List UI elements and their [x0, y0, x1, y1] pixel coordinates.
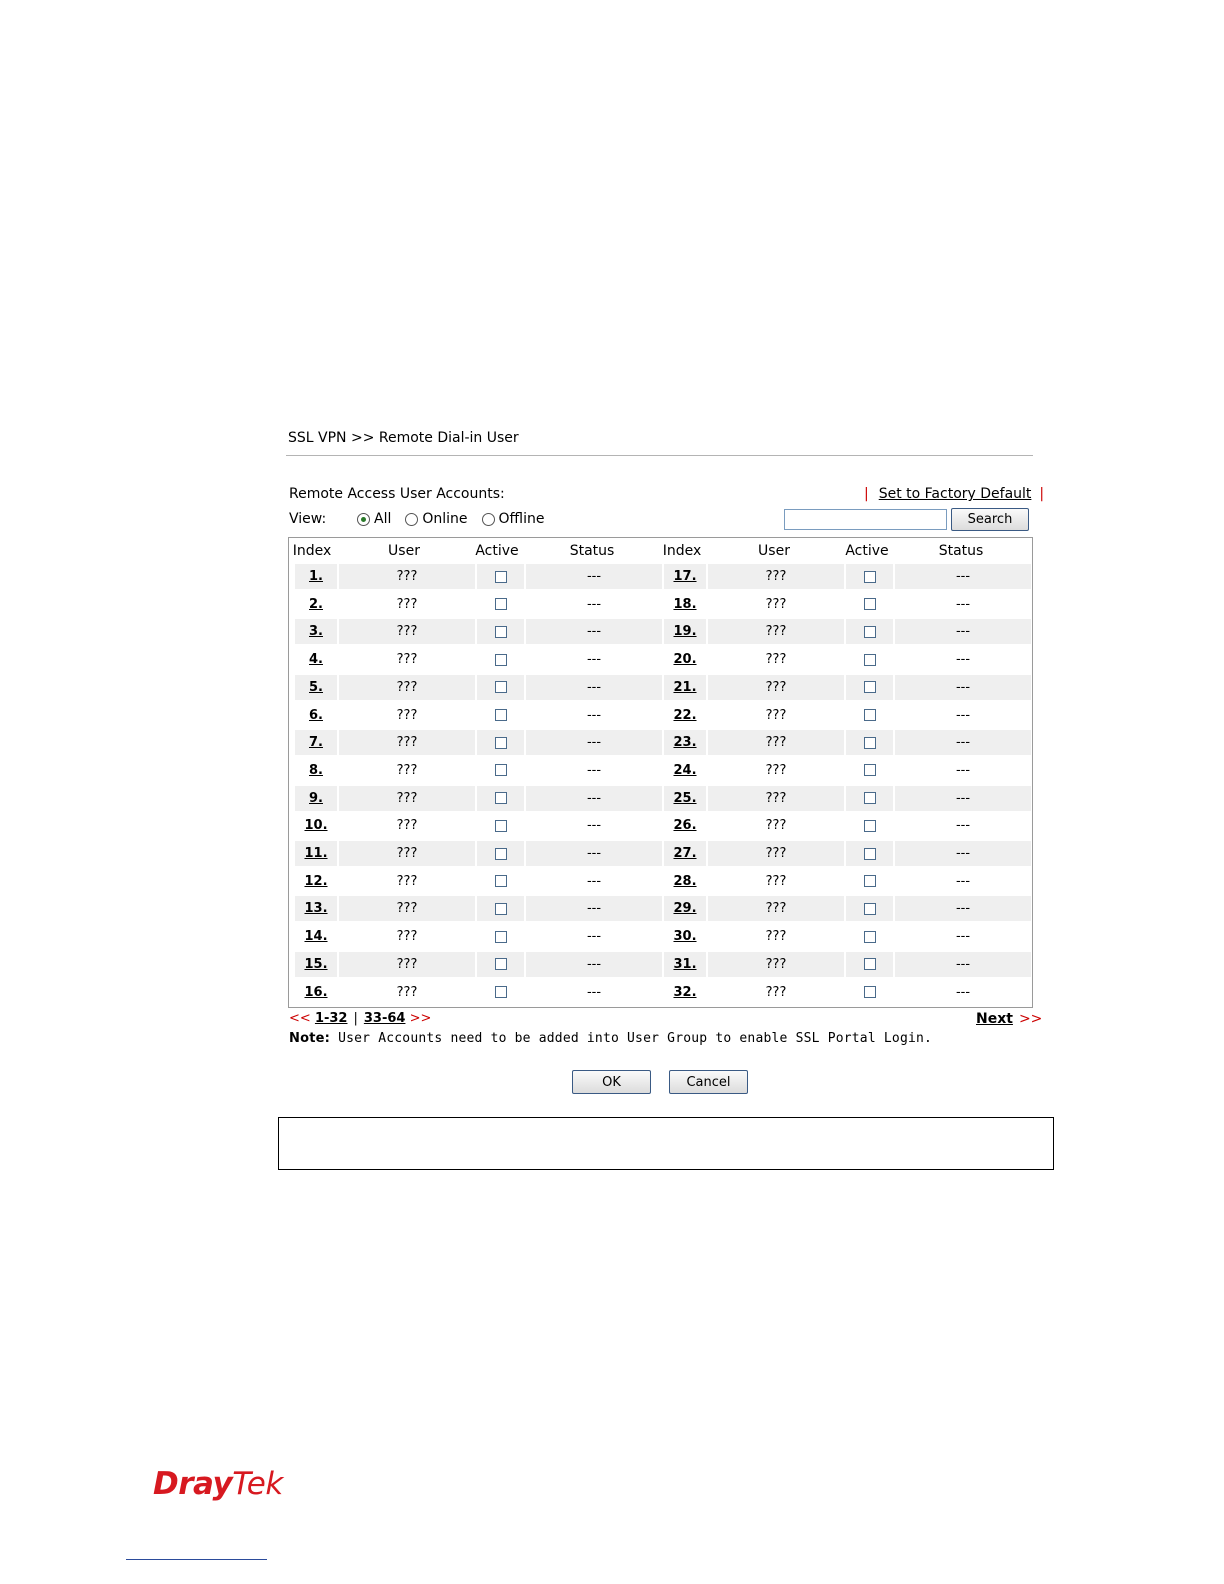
- user-cell: ???: [339, 896, 475, 921]
- table-row: [292, 675, 1031, 700]
- view-option-label: All: [374, 511, 392, 527]
- radio-offline[interactable]: [482, 513, 495, 526]
- breadcrumb: SSL VPN >> Remote Dial-in User: [288, 430, 519, 446]
- page-link-1-32[interactable]: 1-32: [314, 1011, 348, 1026]
- index-cell: [664, 675, 706, 700]
- index-cell: [664, 813, 706, 838]
- status-cell: ---: [586, 929, 602, 945]
- active-cell: [477, 703, 524, 728]
- status-cell: ---: [586, 984, 602, 1000]
- status-cell: ---: [526, 730, 662, 755]
- view-label: View:: [289, 511, 327, 527]
- status-cell: ---: [526, 952, 662, 977]
- user-cell: ???: [396, 596, 418, 612]
- view-option-label: Online: [422, 511, 468, 527]
- logo-part-dray: Dray: [153, 1466, 233, 1502]
- active-cell: [846, 564, 893, 589]
- status-cell: ---: [895, 675, 1031, 700]
- status-cell: ---: [895, 619, 1031, 644]
- status-cell: ---: [955, 652, 971, 668]
- index-link[interactable]: 5.: [309, 679, 323, 695]
- active-cell: [846, 758, 893, 783]
- column-header-index: Index: [292, 543, 332, 559]
- status-cell: ---: [895, 730, 1031, 755]
- status-cell: ---: [895, 896, 1031, 921]
- active-cell: [846, 841, 893, 866]
- status-cell: ---: [955, 762, 971, 778]
- prev-arrow: <<: [289, 1011, 311, 1026]
- table-row: [292, 924, 1031, 949]
- index-link[interactable]: 19.: [673, 624, 697, 640]
- active-checkbox[interactable]: [864, 875, 876, 887]
- index-cell: [664, 980, 706, 1005]
- pager-separator: |: [353, 1011, 358, 1026]
- status-cell: ---: [955, 707, 971, 723]
- active-checkbox[interactable]: [495, 764, 507, 776]
- active-cell: [477, 564, 524, 589]
- index-cell: [295, 786, 337, 811]
- user-cell: ???: [339, 564, 475, 589]
- table-row: [292, 758, 1031, 783]
- active-cell: [477, 896, 524, 921]
- active-checkbox[interactable]: [495, 654, 507, 666]
- table-row: [292, 869, 1031, 894]
- index-cell: [295, 730, 337, 755]
- active-cell: [477, 675, 524, 700]
- index-cell: [664, 730, 706, 755]
- status-cell: ---: [586, 707, 602, 723]
- status-cell: ---: [955, 984, 971, 1000]
- table-row: [292, 841, 1031, 866]
- index-cell: [664, 703, 706, 728]
- active-checkbox[interactable]: [495, 709, 507, 721]
- table-row: [292, 813, 1031, 838]
- active-cell: [477, 952, 524, 977]
- user-cell: ???: [339, 619, 475, 644]
- active-cell: [846, 924, 893, 949]
- column-header-status: Status: [569, 543, 615, 559]
- active-cell: [846, 675, 893, 700]
- index-cell: [664, 758, 706, 783]
- index-link[interactable]: 6.: [309, 707, 323, 723]
- index-cell: [295, 703, 337, 728]
- factory-default-link[interactable]: Set to Factory Default: [878, 486, 1032, 502]
- active-cell: [846, 952, 893, 977]
- status-cell: ---: [895, 952, 1031, 977]
- user-cell: ???: [708, 841, 844, 866]
- search-input[interactable]: [784, 509, 947, 530]
- active-checkbox[interactable]: [495, 848, 507, 860]
- table-row: [292, 980, 1031, 1005]
- active-cell: [477, 758, 524, 783]
- status-cell: ---: [526, 896, 662, 921]
- index-link[interactable]: 13.: [304, 901, 328, 917]
- user-cell: ???: [396, 652, 418, 668]
- active-checkbox[interactable]: [864, 820, 876, 832]
- table-row: [292, 896, 1031, 921]
- active-checkbox[interactable]: [495, 820, 507, 832]
- index-link[interactable]: 4.: [309, 652, 323, 668]
- active-checkbox[interactable]: [864, 848, 876, 860]
- index-link[interactable]: 12.: [304, 873, 328, 889]
- index-link[interactable]: 28.: [673, 873, 697, 889]
- active-cell: [477, 619, 524, 644]
- active-checkbox[interactable]: [495, 571, 507, 583]
- index-link[interactable]: 24.: [673, 762, 697, 778]
- index-link[interactable]: 30.: [673, 929, 697, 945]
- active-checkbox[interactable]: [864, 654, 876, 666]
- active-checkbox[interactable]: [864, 792, 876, 804]
- active-cell: [477, 786, 524, 811]
- index-cell: [664, 564, 706, 589]
- user-cell: ???: [339, 841, 475, 866]
- user-cell: ???: [765, 929, 787, 945]
- index-link[interactable]: 31.: [673, 956, 697, 972]
- active-cell: [846, 980, 893, 1005]
- active-checkbox[interactable]: [864, 958, 876, 970]
- index-link[interactable]: 14.: [304, 929, 328, 945]
- table-row: [292, 952, 1031, 977]
- next-arrow: >>: [1018, 1011, 1043, 1027]
- status-cell: ---: [955, 596, 971, 612]
- column-header-index: Index: [662, 543, 702, 559]
- separator: |: [864, 486, 869, 502]
- user-accounts-table: [288, 537, 1033, 1008]
- column-header-status: Status: [938, 543, 984, 559]
- status-cell: ---: [955, 929, 971, 945]
- next-arrow: >>: [409, 1011, 432, 1026]
- index-cell: [295, 869, 337, 894]
- index-link[interactable]: 21.: [673, 679, 697, 695]
- active-cell: [477, 592, 524, 617]
- active-cell: [846, 869, 893, 894]
- radio-all[interactable]: [357, 513, 370, 526]
- breadcrumb-divider: [286, 455, 1033, 456]
- status-cell: ---: [586, 652, 602, 668]
- table-row: [292, 619, 1031, 644]
- view-filter: [289, 511, 558, 527]
- index-link[interactable]: 17.: [673, 569, 697, 584]
- separator: |: [1039, 486, 1045, 502]
- status-cell: ---: [586, 762, 602, 778]
- active-checkbox[interactable]: [495, 737, 507, 749]
- status-cell: ---: [955, 873, 971, 889]
- active-checkbox[interactable]: [864, 709, 876, 721]
- index-link[interactable]: 25.: [673, 790, 697, 806]
- index-link[interactable]: 22.: [673, 707, 697, 723]
- index-link[interactable]: 18.: [673, 596, 697, 612]
- index-link[interactable]: 1.: [309, 569, 323, 584]
- user-cell: ???: [765, 818, 787, 834]
- index-link[interactable]: 27.: [673, 846, 697, 861]
- note-label: Note:: [289, 1031, 331, 1046]
- column-header-user: User: [388, 543, 420, 559]
- note-text: User Accounts need to be added into User Group to enable SSL Portal Login.: [330, 1031, 933, 1046]
- status-cell: ---: [586, 596, 602, 612]
- active-checkbox[interactable]: [864, 986, 876, 998]
- table-row: [292, 730, 1031, 755]
- active-checkbox[interactable]: [495, 626, 507, 638]
- index-cell: [664, 896, 706, 921]
- active-cell: [846, 896, 893, 921]
- draytek-logo: [153, 1466, 283, 1502]
- active-checkbox[interactable]: [495, 986, 507, 998]
- index-cell: [295, 980, 337, 1005]
- status-cell: ---: [526, 786, 662, 811]
- active-cell: [846, 592, 893, 617]
- index-cell: [295, 619, 337, 644]
- user-cell: ???: [765, 762, 787, 778]
- user-cell: ???: [708, 564, 844, 589]
- next-link[interactable]: Next: [976, 1011, 1013, 1027]
- user-cell: ???: [396, 762, 418, 778]
- active-cell: [846, 619, 893, 644]
- status-cell: ---: [526, 841, 662, 866]
- index-link[interactable]: 7.: [309, 735, 323, 751]
- index-link[interactable]: 20.: [673, 652, 697, 668]
- user-cell: ???: [339, 786, 475, 811]
- active-cell: [846, 703, 893, 728]
- active-cell: [846, 647, 893, 672]
- table-row: [292, 703, 1031, 728]
- user-cell: ???: [765, 596, 787, 612]
- status-cell: ---: [895, 786, 1031, 811]
- active-cell: [477, 730, 524, 755]
- view-option-online[interactable]: [405, 511, 467, 527]
- active-checkbox[interactable]: [864, 931, 876, 943]
- user-cell: ???: [396, 929, 418, 945]
- active-checkbox[interactable]: [864, 681, 876, 693]
- index-link[interactable]: 15.: [304, 956, 328, 972]
- page-link-33-64[interactable]: 33-64: [363, 1011, 406, 1026]
- index-cell: [295, 896, 337, 921]
- active-cell: [477, 841, 524, 866]
- user-cell: ???: [708, 619, 844, 644]
- status-cell: ---: [955, 818, 971, 834]
- logo-part-tek: Tek: [232, 1466, 283, 1502]
- active-cell: [477, 924, 524, 949]
- user-cell: ???: [339, 730, 475, 755]
- cancel-button[interactable]: Cancel: [669, 1070, 748, 1094]
- radio-online[interactable]: [405, 513, 418, 526]
- index-cell: [295, 592, 337, 617]
- note: [289, 1031, 932, 1046]
- active-cell: [846, 730, 893, 755]
- table-row: [292, 592, 1031, 617]
- index-cell: [295, 924, 337, 949]
- index-cell: [664, 647, 706, 672]
- index-link[interactable]: 3.: [309, 624, 323, 640]
- index-cell: [664, 786, 706, 811]
- user-cell: ???: [396, 984, 418, 1000]
- status-cell: ---: [526, 619, 662, 644]
- index-cell: [664, 869, 706, 894]
- index-link[interactable]: 8.: [309, 762, 323, 778]
- view-option-offline[interactable]: [482, 511, 545, 527]
- user-cell: ???: [339, 675, 475, 700]
- index-cell: [664, 592, 706, 617]
- column-header-active: Active: [475, 543, 519, 559]
- index-cell: [664, 924, 706, 949]
- active-checkbox[interactable]: [495, 875, 507, 887]
- ok-button[interactable]: OK: [572, 1070, 651, 1094]
- user-cell: ???: [708, 952, 844, 977]
- index-cell: [664, 619, 706, 644]
- section-title: Remote Access User Accounts:: [289, 486, 505, 502]
- active-checkbox[interactable]: [864, 764, 876, 776]
- user-cell: ???: [765, 984, 787, 1000]
- index-link[interactable]: 9.: [309, 790, 323, 806]
- index-cell: [664, 952, 706, 977]
- caption-box: [278, 1117, 1054, 1170]
- user-cell: ???: [708, 730, 844, 755]
- index-link[interactable]: 32.: [673, 984, 697, 1000]
- user-cell: ???: [396, 873, 418, 889]
- index-cell: [295, 841, 337, 866]
- pagination: [289, 1011, 431, 1026]
- factory-default-bar: [854, 486, 1044, 502]
- active-checkbox[interactable]: [864, 737, 876, 749]
- status-cell: ---: [526, 564, 662, 589]
- search-button[interactable]: Search: [951, 508, 1029, 531]
- active-cell: [477, 813, 524, 838]
- view-option-all[interactable]: [357, 511, 391, 527]
- active-checkbox[interactable]: [495, 958, 507, 970]
- status-cell: ---: [586, 818, 602, 834]
- index-link[interactable]: 26.: [673, 818, 697, 834]
- active-checkbox[interactable]: [864, 571, 876, 583]
- user-cell: ???: [765, 652, 787, 668]
- active-cell: [477, 647, 524, 672]
- user-cell: ???: [765, 873, 787, 889]
- active-cell: [477, 869, 524, 894]
- active-checkbox[interactable]: [495, 681, 507, 693]
- index-cell: [295, 952, 337, 977]
- index-cell: [295, 813, 337, 838]
- footer-rule: [126, 1559, 267, 1560]
- active-checkbox[interactable]: [864, 598, 876, 610]
- user-cell: ???: [708, 896, 844, 921]
- user-cell: ???: [396, 707, 418, 723]
- active-checkbox[interactable]: [495, 903, 507, 915]
- status-cell: ---: [586, 873, 602, 889]
- table-row: [292, 647, 1031, 672]
- table-row: [292, 786, 1031, 811]
- active-cell: [846, 813, 893, 838]
- index-link[interactable]: 16.: [304, 984, 328, 1000]
- table-row: [292, 564, 1031, 589]
- active-checkbox[interactable]: [864, 626, 876, 638]
- user-cell: ???: [396, 818, 418, 834]
- active-cell: [846, 786, 893, 811]
- status-cell: ---: [895, 841, 1031, 866]
- index-cell: [295, 564, 337, 589]
- user-cell: ???: [339, 952, 475, 977]
- active-checkbox[interactable]: [495, 931, 507, 943]
- index-link[interactable]: 11.: [304, 846, 328, 861]
- index-link[interactable]: 23.: [673, 735, 697, 751]
- index-cell: [295, 758, 337, 783]
- table-header: [289, 538, 1032, 564]
- index-link[interactable]: 10.: [304, 818, 328, 834]
- index-link[interactable]: 2.: [309, 596, 323, 612]
- index-cell: [295, 675, 337, 700]
- user-cell: ???: [708, 675, 844, 700]
- active-checkbox[interactable]: [864, 903, 876, 915]
- index-cell: [664, 841, 706, 866]
- index-link[interactable]: 29.: [673, 901, 697, 917]
- active-cell: [477, 980, 524, 1005]
- view-option-label: Offline: [498, 511, 545, 527]
- status-cell: ---: [526, 675, 662, 700]
- status-cell: ---: [895, 564, 1031, 589]
- column-header-user: User: [758, 543, 790, 559]
- index-cell: [295, 647, 337, 672]
- column-header-active: Active: [845, 543, 889, 559]
- active-checkbox[interactable]: [495, 598, 507, 610]
- user-cell: ???: [708, 786, 844, 811]
- active-checkbox[interactable]: [495, 792, 507, 804]
- user-cell: ???: [765, 707, 787, 723]
- next-page: [976, 1011, 1042, 1027]
